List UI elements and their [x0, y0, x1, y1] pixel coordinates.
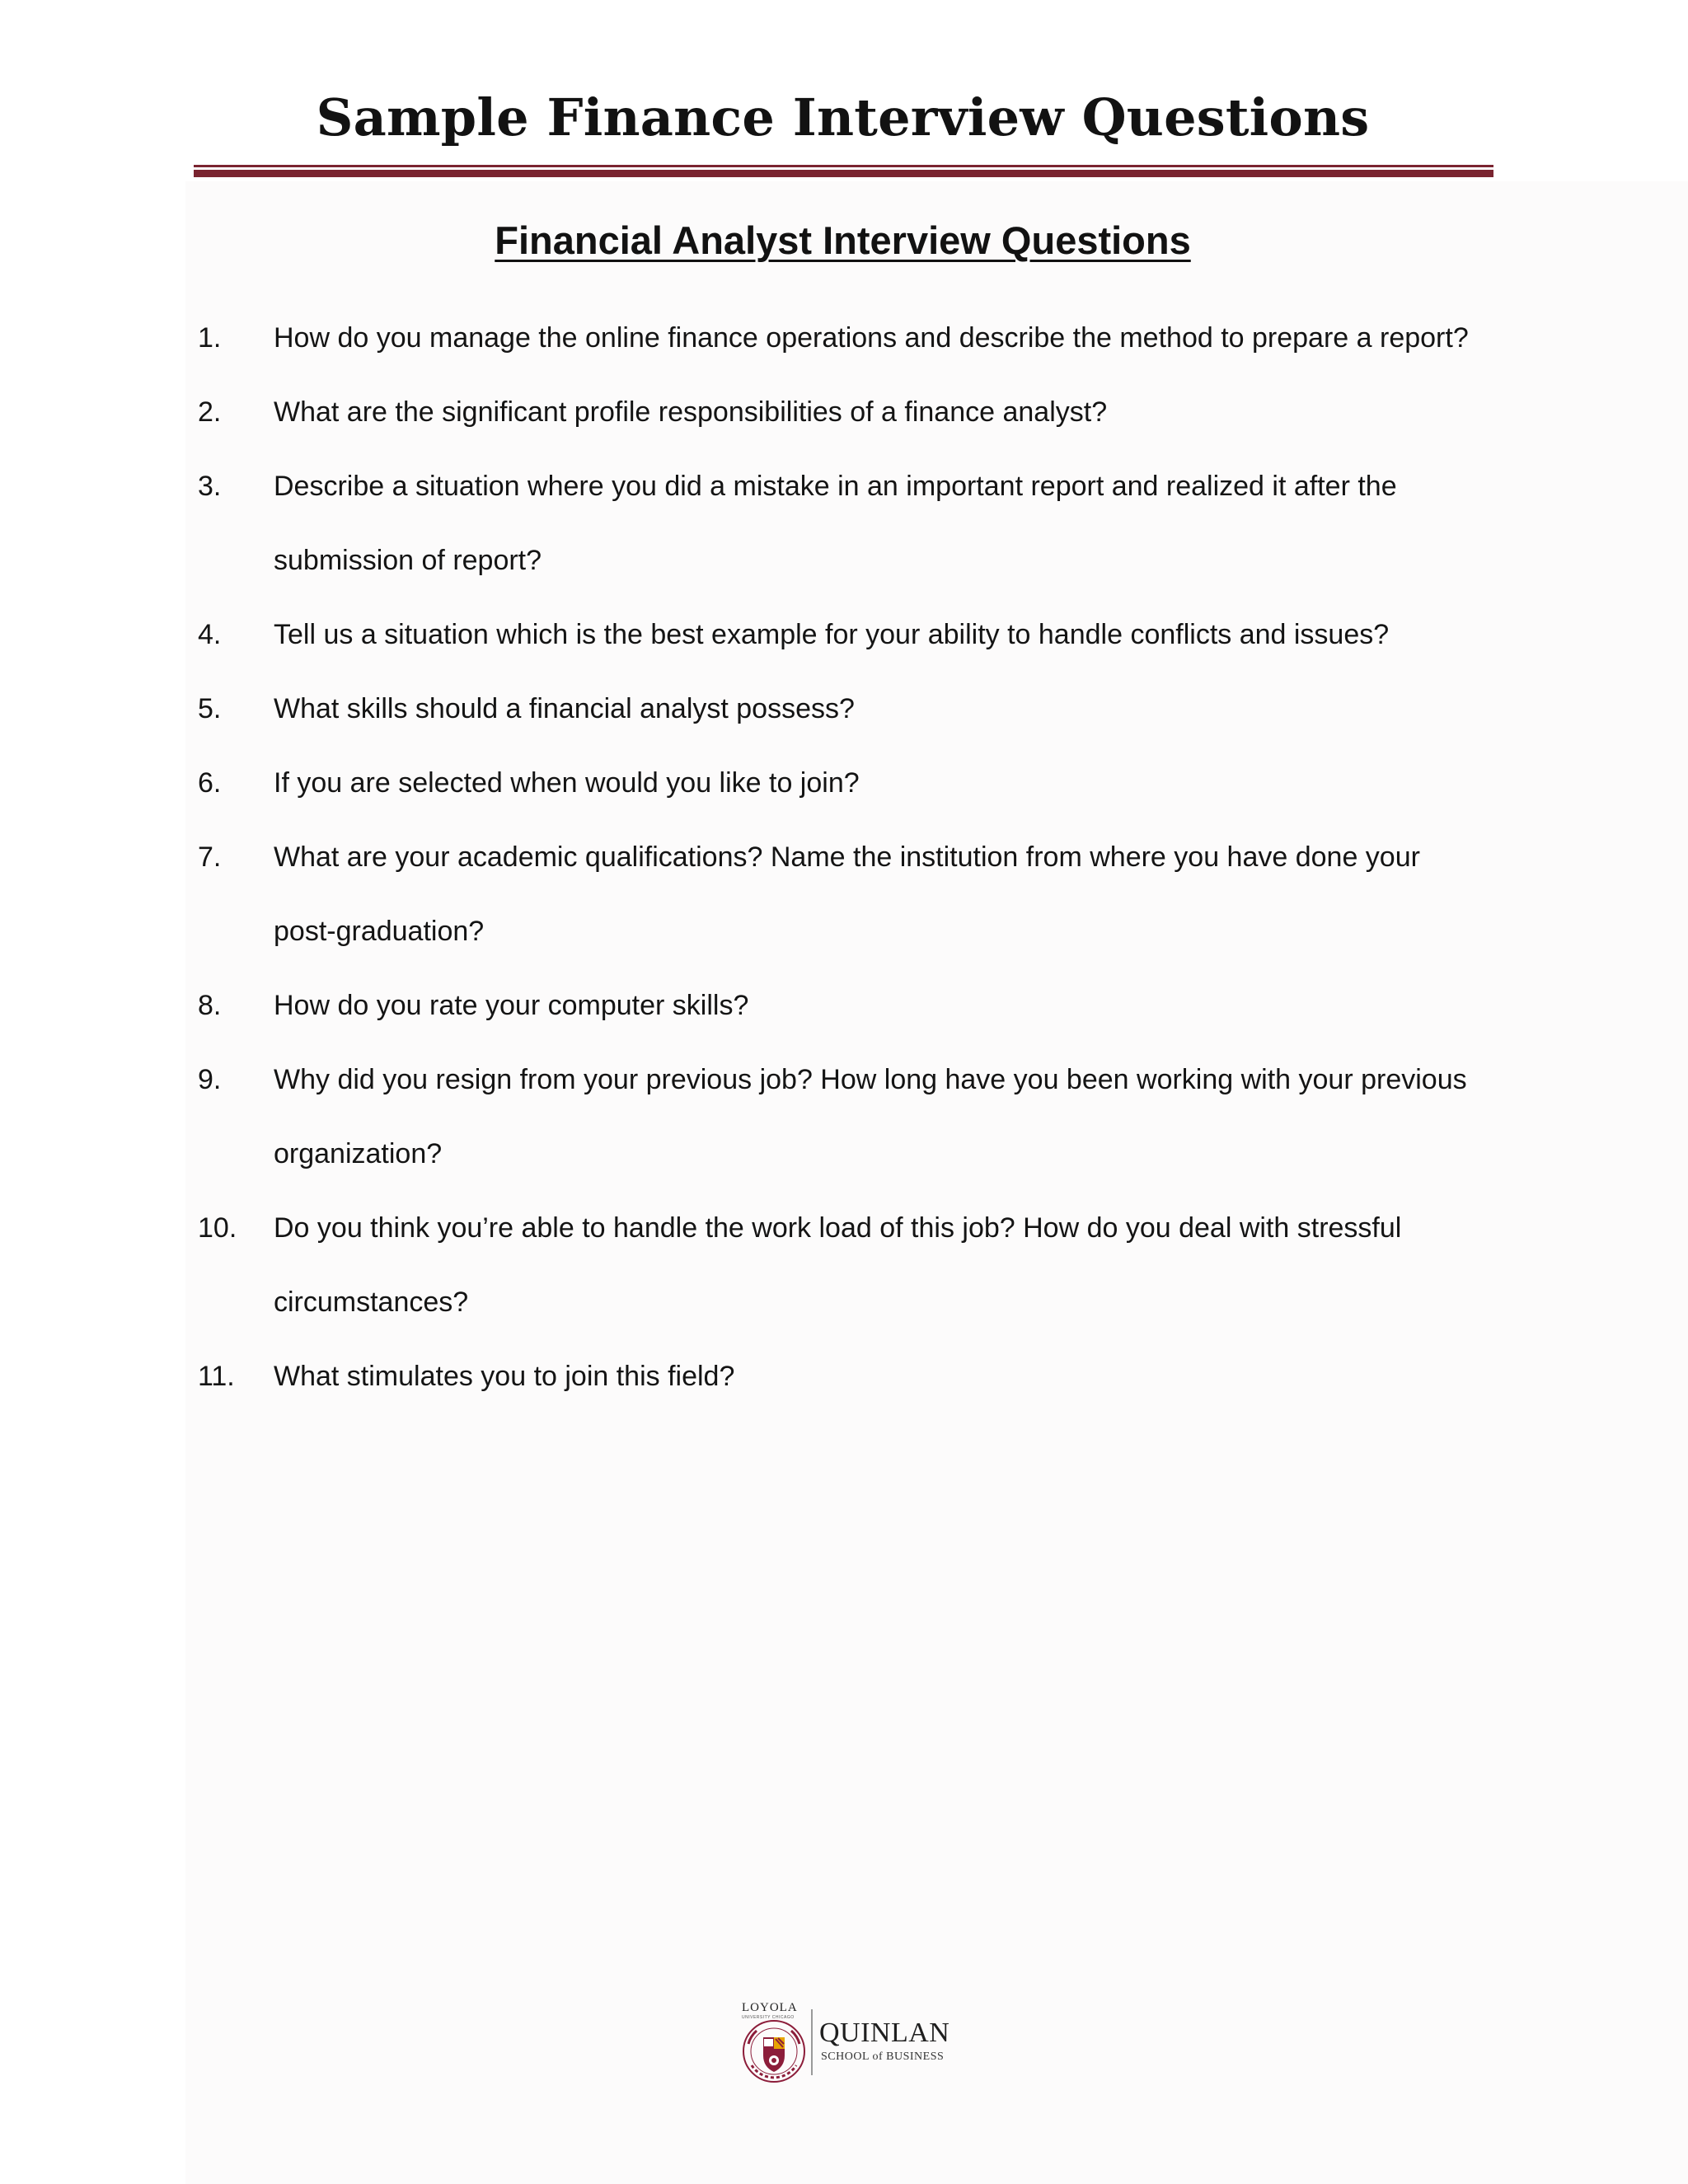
question-text-line: Tell us a situation which is the best example for your ability to handle conflicts and issues? — [274, 619, 1390, 650]
question-number: 8. — [198, 990, 222, 1021]
question-item — [198, 598, 1500, 672]
question-item — [198, 820, 1500, 968]
question-item — [198, 301, 1500, 375]
logo-university-subtitle: UNIVERSITY CHICAGO — [742, 2015, 795, 2020]
title-rule-thin — [194, 165, 1493, 167]
logo-divider — [811, 2009, 813, 2075]
question-text-line: Do you think you’re able to handle the work load of this job? How do you deal with stressful — [274, 1212, 1402, 1244]
question-text-line: What stimulates you to join this field? — [274, 1361, 735, 1392]
question-text-line: circumstances? — [274, 1286, 469, 1318]
question-list — [198, 301, 1500, 1413]
title-rule-thick — [194, 170, 1493, 177]
logo-school-subtitle: SCHOOL of BUSINESS — [821, 2050, 945, 2063]
question-number: 6. — [198, 767, 222, 799]
logo-university-name: LOYOLA — [742, 2001, 798, 2014]
question-number: 1. — [198, 322, 222, 354]
question-text-line: Why did you resign from your previous job? How long have you been working with your previous — [274, 1064, 1467, 1095]
question-item — [198, 375, 1500, 449]
question-text-line: Describe a situation where you did a mistake in an important report and realized it after the — [274, 471, 1397, 502]
section-heading: Financial Analyst Interview Questions — [495, 218, 1191, 262]
question-number: 3. — [198, 471, 222, 502]
question-item — [198, 746, 1500, 820]
question-item — [198, 1043, 1500, 1191]
question-item — [198, 1339, 1500, 1413]
question-text-line: If you are selected when would you like to join? — [274, 767, 860, 799]
question-number: 10. — [198, 1212, 237, 1244]
question-number: 4. — [198, 619, 222, 650]
logo-school-name: QUINLAN — [819, 2018, 950, 2048]
document-title: Sample Finance Interview Questions — [316, 87, 1370, 148]
question-text-line: What are your academic qualifications? Name the institution from where you have done your — [274, 841, 1420, 873]
question-number: 9. — [198, 1064, 222, 1095]
question-item — [198, 968, 1500, 1043]
question-item — [198, 1191, 1500, 1339]
question-item — [198, 672, 1500, 746]
question-text-line: What are the significant profile responsibilities of a finance analyst? — [274, 396, 1108, 428]
question-item — [198, 449, 1500, 598]
footer-logo — [740, 2001, 950, 2083]
question-text-line: post-graduation? — [274, 916, 485, 947]
question-text-line: How do you rate your computer skills? — [274, 990, 749, 1021]
question-text-line: What skills should a financial analyst possess? — [274, 693, 855, 724]
question-number: 2. — [198, 396, 222, 428]
question-text-line: submission of report? — [274, 545, 542, 576]
question-text-line: How do you manage the online finance operations and describe the method to prepare a report? — [274, 322, 1469, 354]
question-text-line: organization? — [274, 1138, 443, 1169]
question-number: 5. — [198, 693, 222, 724]
university-seal-icon — [740, 2019, 808, 2083]
question-number: 7. — [198, 841, 222, 873]
question-number: 11. — [198, 1361, 235, 1392]
